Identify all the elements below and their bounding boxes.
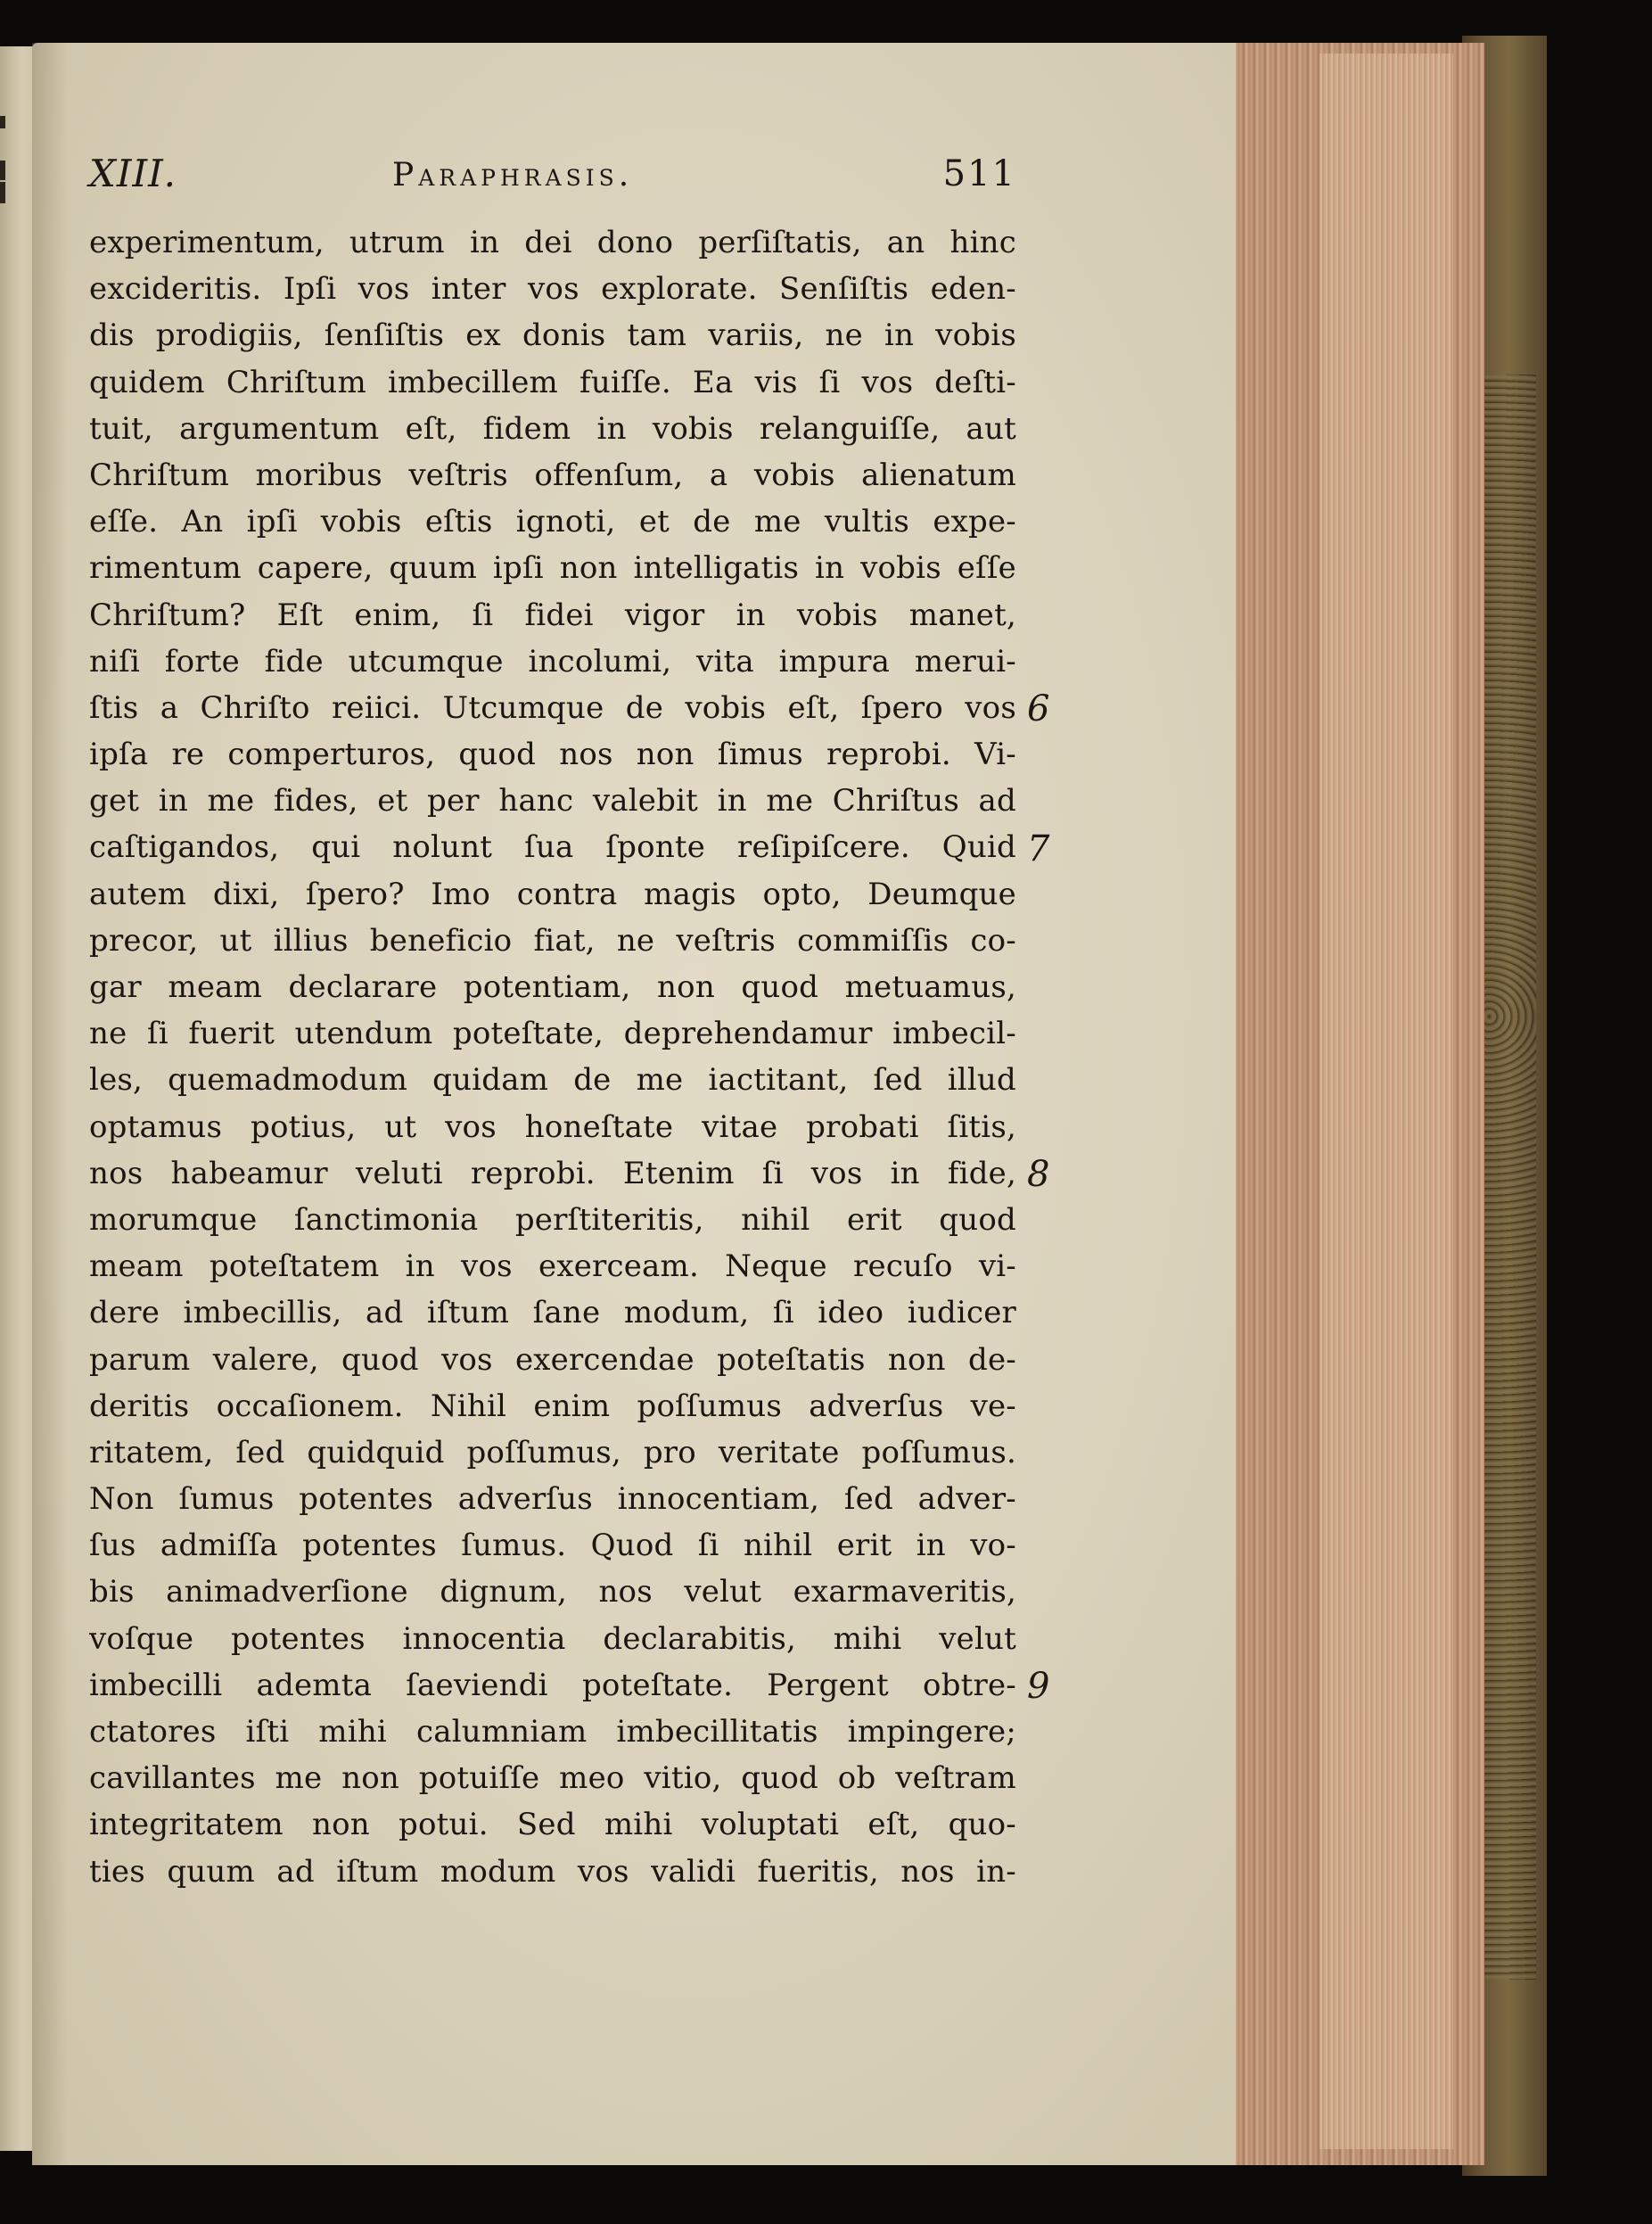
- text-line: optamus potius, ut vos honeſtate vitae probati ſitis,: [89, 1108, 1016, 1145]
- text-line: ties quum ad iſtum modum vos validi fueritis, nos in-: [89, 1853, 1016, 1890]
- text-line: dis prodigiis, ſenſiſtis ex donis tam variis, ne in vobis: [89, 317, 1016, 354]
- text-line: dere imbecillis, ad iſtum ſane modum, ſi ideo iudicer: [89, 1295, 1016, 1331]
- text-line: rimentum capere, quum ipſi non intelligatis in vobis eſſe: [89, 550, 1016, 587]
- text-line: imbecilli ademta ſaeviendi poteſtate. Pergent obtre-: [89, 1667, 1016, 1703]
- text-line: integritatem non potui. Sed mihi voluptati eſt, quo-: [89, 1807, 1016, 1843]
- text-line: deritis occaſionem. Nihil enim poſſumus adverſus ve-: [89, 1388, 1016, 1424]
- margin-verse-number: 8: [1027, 1154, 1050, 1195]
- text-line: excideritis. Ipſi vos inter vos explorate. Senſiſtis eden-: [89, 271, 1016, 308]
- text-line: tuit, argumentum eſt, fidem in vobis relanguiſſe, aut: [89, 410, 1016, 447]
- text-line: voſque potentes innocentia declarabitis, mihi velut: [89, 1620, 1016, 1657]
- text-line: Non ſumus potentes adverſus innocentiam, ſed adver-: [89, 1481, 1016, 1518]
- page-number: 511: [942, 153, 1016, 194]
- text-line: nos habeamur veluti reprobi. Etenim ſi vos in fide,: [89, 1155, 1016, 1191]
- page-edges-highlight: [1319, 54, 1453, 2149]
- facing-page-text-fragments: [0, 46, 7, 2151]
- text-line: quidem Chriſtum imbecillem fuiſſe. Ea vis ſi vos deſti-: [89, 364, 1016, 400]
- text-line: meam poteſtatem in vos exerceam. Neque recuſo vi-: [89, 1248, 1016, 1285]
- text-line: gar meam declarare potentiam, non quod metuamus,: [89, 969, 1016, 1005]
- text-line: ſtis a Chriſto reiici. Utcumque de vobis eſt, ſpero vos: [89, 689, 1016, 726]
- text-line: bis animadverſione dignum, nos velut exarmaveritis,: [89, 1574, 1016, 1610]
- running-title: Paraphrasis.: [392, 157, 634, 194]
- text-line: niſi forte fide utcumque incolumi, vita impura merui-: [89, 643, 1016, 680]
- text-line: ctatores iſti mihi calumniam imbecillitatis impingere;: [89, 1714, 1016, 1750]
- text-line: get in me fides, et per hanc valebit in me Chriſtus ad: [89, 783, 1016, 820]
- chapter-number: XIII.: [89, 152, 177, 195]
- running-header: [89, 152, 1016, 205]
- text-line: ipſa re comperturos, quod nos non ſimus reprobi. Vi-: [89, 737, 1016, 773]
- body-text: [89, 219, 1016, 1895]
- text-line: precor, ut illius beneficio fiat, ne veſtris commiſſis co-: [89, 922, 1016, 959]
- text-line: Chriſtum moribus veſtris offenſum, a vobis alienatum: [89, 457, 1016, 493]
- text-line: Chriſtum? Eſt enim, ſi fidei vigor in vobis manet,: [89, 597, 1016, 633]
- text-line: ne ſi fuerit utendum poteſtate, deprehendamur imbecil-: [89, 1016, 1016, 1052]
- facing-page-edge: [0, 46, 36, 2151]
- text-line: ritatem, ſed quidquid poſſumus, pro veritate poſſumus.: [89, 1434, 1016, 1470]
- text-line: eſſe. An ipſi vobis eſtis ignoti, et de me vultis expe-: [89, 504, 1016, 540]
- margin-verse-number: 7: [1027, 828, 1050, 869]
- margin-verse-number: 6: [1027, 688, 1050, 729]
- text-line: les, quemadmodum quidam de me iactitant, ſed illud: [89, 1062, 1016, 1099]
- text-line: cavillantes me non potuiſſe meo vitio, quod ob veſtram: [89, 1760, 1016, 1797]
- text-line: autem dixi, ſpero? Imo contra magis opto, Deumque: [89, 876, 1016, 912]
- gutter-shadow: [32, 43, 68, 2165]
- text-line: parum valere, quod vos exercendae poteſtatis non de-: [89, 1341, 1016, 1378]
- text-line: experimentum, utrum in dei dono perſiſtatis, an hinc: [89, 225, 1016, 260]
- text-line: caſtigandos, qui nolunt ſua ſponte reſipiſcere. Quid: [89, 829, 1016, 866]
- margin-verse-number: 9: [1027, 1666, 1050, 1708]
- text-line: ſus admiſſa potentes ſumus. Quod ſi nihil erit in vo-: [89, 1528, 1016, 1564]
- text-line: morumque ſanctimonia perſtiteritis, nihil erit quod: [89, 1201, 1016, 1238]
